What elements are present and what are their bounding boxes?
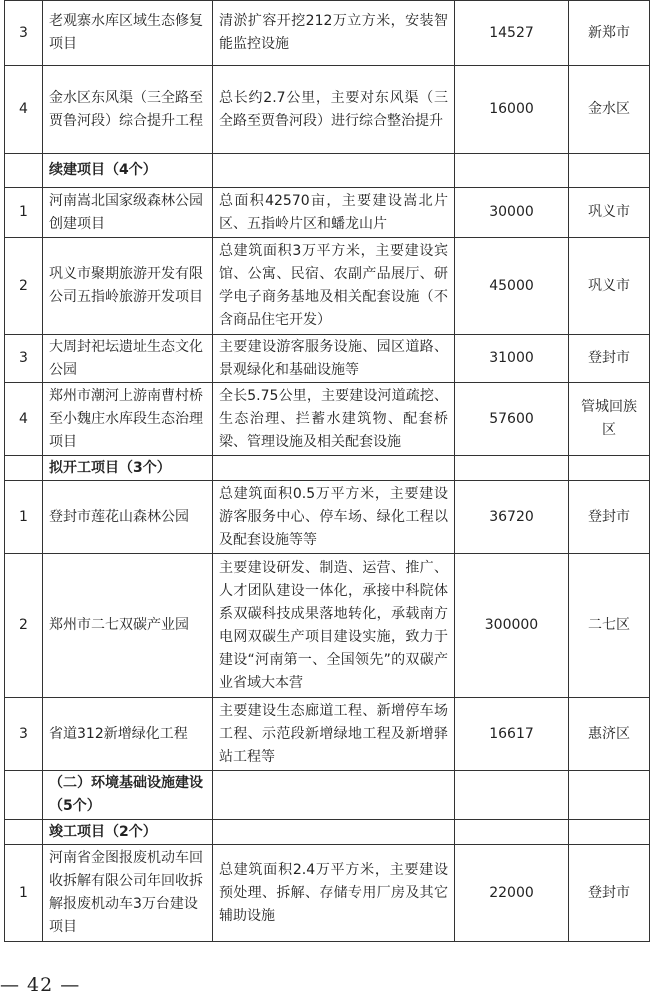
cell-description: 总面积42570亩，主要建设嵩北片区、五指岭片区和蟠龙山片 bbox=[213, 188, 455, 238]
cell-investment bbox=[455, 456, 569, 481]
cell-investment: 16617 bbox=[455, 698, 569, 771]
section-row bbox=[5, 456, 650, 481]
section-row bbox=[5, 820, 650, 845]
cell-index: 1 bbox=[5, 845, 43, 942]
cell-index: 4 bbox=[5, 383, 43, 456]
cell-location: 登封市 bbox=[569, 481, 650, 554]
page-number: — 42 — bbox=[0, 974, 81, 996]
cell-description: 总长约2.7公里，主要对东风渠（三全路至贾鲁河段）进行综合整治提升 bbox=[213, 66, 455, 154]
cell-project-name: 老观寨水库区域生态修复项目 bbox=[43, 1, 213, 66]
cell-project-name: 巩义市聚期旅游开发有限公司五指岭旅游开发项目 bbox=[43, 238, 213, 335]
cell-project-name: 登封市莲花山森林公园 bbox=[43, 481, 213, 554]
cell-description: 主要建设研发、制造、运营、推广、人才团队建设一体化，承接中科院体系双碳科技成果落地转化，承载南方电网双碳生产项目建设实施，致力于建设“河南第一、全国领先”的双碳产业省域大本营 bbox=[213, 554, 455, 698]
cell-location: 二七区 bbox=[569, 554, 650, 698]
cell-project-name: 大周封祀坛遗址生态文化公园 bbox=[43, 335, 213, 383]
cell-investment: 45000 bbox=[455, 238, 569, 335]
cell-index: 3 bbox=[5, 1, 43, 66]
cell-location: 登封市 bbox=[569, 335, 650, 383]
cell-investment: 16000 bbox=[455, 66, 569, 154]
cell-description: 总建筑面积0.5万平方米，主要建设游客服务中心、停车场、绿化工程以及配套设施等等 bbox=[213, 481, 455, 554]
cell-investment: 14527 bbox=[455, 1, 569, 66]
cell-project-name: （二）环境基础设施建设（5个） bbox=[43, 771, 213, 820]
cell-description: 全长5.75公里，主要建设河道疏挖、生态治理、拦蓄水建筑物、配套桥梁、管理设施及相关配套设施 bbox=[213, 383, 455, 456]
cell-project-name: 竣工项目（2个） bbox=[43, 820, 213, 845]
cell-project-name: 省道312新增绿化工程 bbox=[43, 698, 213, 771]
cell-project-name: 拟开工项目（3个） bbox=[43, 456, 213, 481]
cell-investment: 22000 bbox=[455, 845, 569, 942]
cell-description bbox=[213, 154, 455, 188]
table-row bbox=[5, 1, 650, 66]
cell-investment bbox=[455, 154, 569, 188]
cell-description: 主要建设游客服务设施、园区道路、景观绿化和基础设施等 bbox=[213, 335, 455, 383]
cell-investment: 31000 bbox=[455, 335, 569, 383]
cell-location bbox=[569, 771, 650, 820]
section-row bbox=[5, 771, 650, 820]
cell-description: 清淤扩容开挖212万立方米，安装智能监控设施 bbox=[213, 1, 455, 66]
table-row bbox=[5, 188, 650, 238]
cell-index: 1 bbox=[5, 188, 43, 238]
cell-description bbox=[213, 820, 455, 845]
table-row bbox=[5, 238, 650, 335]
cell-location bbox=[569, 456, 650, 481]
cell-location: 惠济区 bbox=[569, 698, 650, 771]
cell-location: 新郑市 bbox=[569, 1, 650, 66]
cell-index bbox=[5, 771, 43, 820]
cell-description: 主要建设生态廊道工程、新增停车场工程、示范段新增绿地工程及新增驿站工程等 bbox=[213, 698, 455, 771]
cell-location bbox=[569, 154, 650, 188]
cell-description: 总建筑面积3万平方米，主要建设宾馆、公寓、民宿、农副产品展厅、研学电子商务基地及相关配套设施（不含商品住宅开发） bbox=[213, 238, 455, 335]
cell-investment: 30000 bbox=[455, 188, 569, 238]
section-row bbox=[5, 154, 650, 188]
cell-project-name: 河南省金图报废机动车回收拆解有限公司年回收拆解报废机动车3万台建设项目 bbox=[43, 845, 213, 942]
cell-investment bbox=[455, 820, 569, 845]
table-row bbox=[5, 554, 650, 698]
table-row bbox=[5, 66, 650, 154]
project-table bbox=[4, 0, 650, 942]
table-row bbox=[5, 481, 650, 554]
cell-index: 4 bbox=[5, 66, 43, 154]
cell-location: 巩义市 bbox=[569, 188, 650, 238]
cell-investment bbox=[455, 771, 569, 820]
table-row bbox=[5, 698, 650, 771]
cell-project-name: 金水区东风渠（三全路至贾鲁河段）综合提升工程 bbox=[43, 66, 213, 154]
cell-investment: 300000 bbox=[455, 554, 569, 698]
cell-index: 1 bbox=[5, 481, 43, 554]
cell-location: 登封市 bbox=[569, 845, 650, 942]
cell-project-name: 郑州市潮河上游南曹村桥至小魏庄水库段生态治理项目 bbox=[43, 383, 213, 456]
cell-index bbox=[5, 820, 43, 845]
cell-index: 3 bbox=[5, 698, 43, 771]
cell-index: 2 bbox=[5, 554, 43, 698]
cell-location bbox=[569, 820, 650, 845]
cell-investment: 36720 bbox=[455, 481, 569, 554]
project-table-body bbox=[5, 1, 650, 942]
cell-description: 总建筑面积2.4万平方米，主要建设预处理、拆解、存储专用厂房及其它辅助设施 bbox=[213, 845, 455, 942]
table-row bbox=[5, 383, 650, 456]
cell-location: 金水区 bbox=[569, 66, 650, 154]
cell-index: 2 bbox=[5, 238, 43, 335]
cell-location: 管城回族区 bbox=[569, 383, 650, 456]
cell-index bbox=[5, 456, 43, 481]
cell-project-name: 续建项目（4个） bbox=[43, 154, 213, 188]
cell-location: 巩义市 bbox=[569, 238, 650, 335]
cell-investment: 57600 bbox=[455, 383, 569, 456]
cell-index bbox=[5, 154, 43, 188]
cell-project-name: 郑州市二七双碳产业园 bbox=[43, 554, 213, 698]
cell-description bbox=[213, 771, 455, 820]
cell-index: 3 bbox=[5, 335, 43, 383]
cell-project-name: 河南嵩北国家级森林公园创建项目 bbox=[43, 188, 213, 238]
table-row bbox=[5, 845, 650, 942]
cell-description bbox=[213, 456, 455, 481]
table-row bbox=[5, 335, 650, 383]
